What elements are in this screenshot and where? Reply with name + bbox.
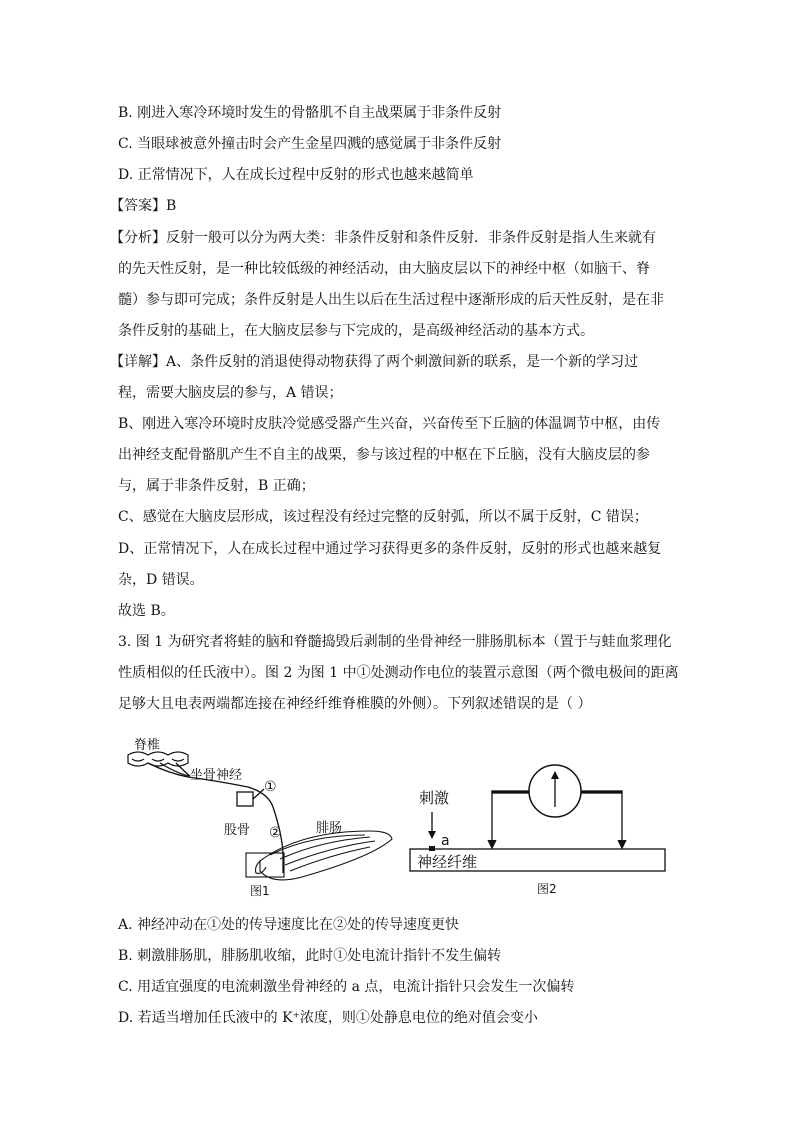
- question-line: 足够大且电表两端都连接在神经纤维脊椎膜的外侧）。下列叙述错误的是（ ）: [118, 696, 592, 712]
- answer-label: 【答案】B: [110, 198, 177, 214]
- gastrocnemius-muscle-drawing: [246, 831, 392, 880]
- label-stimulus: 刺激: [419, 789, 450, 807]
- stimulus-arrow-icon: [428, 812, 436, 839]
- detail-line: B、刚进入寒冷环境时皮肤冷觉感受器产生兴奋，兴奋传至下丘脑的体温调节中枢，由传: [118, 416, 661, 432]
- spine-drawing: [128, 752, 188, 766]
- detail-line: 与，属于非条件反射，B 正确；: [118, 478, 315, 494]
- question-line: 3. 图 1 为研究者将蛙的脑和脊髓捣毁后剥制的坐骨神经一腓肠肌标本（置于与蛙血浆理化: [118, 634, 672, 650]
- point-a-marker: [429, 846, 435, 851]
- label-point-2: ②: [269, 825, 282, 841]
- analysis-line: 的先天性反射，是一种比较低级的神经活动，由大脑皮层以下的神经中枢（如脑干、脊: [118, 261, 650, 277]
- analysis-line: 【分析】反射一般可以分为两大类：非条件反射和条件反射．非条件反射是指人生来就有: [110, 230, 656, 246]
- label-nerve-fiber: 神经纤维: [417, 853, 478, 871]
- question-line: 性质相似的任氏液中）。图 2 为图 1 中①处测动作电位的装置示意图（两个微电极间的距离: [118, 665, 679, 681]
- label-point-a: a: [441, 833, 450, 849]
- figure-2-caption: 图2: [537, 882, 557, 896]
- label-muscle: 腓肠: [316, 821, 343, 836]
- detail-line: C、感觉在大脑皮层形成，该过程没有经过完整的反射弧，所以不属于反射，C 错误；: [118, 509, 648, 525]
- option-c: C. 用适宜强度的电流刺激坐骨神经的 a 点，电流计指针只会发生一次偏转: [118, 979, 575, 995]
- figure-2-potential-measurement: [405, 755, 675, 905]
- figure-1-nerve-muscle-specimen: [120, 735, 400, 903]
- galvanometer-icon: [529, 765, 581, 817]
- detail-line: 程，需要大脑皮层的参与，A 错误；: [118, 385, 343, 401]
- analysis-line: 髓）参与即可完成；条件反射是人出生以后在生活过程中逐渐形成的后天性反射，是在非: [118, 292, 664, 308]
- label-femur: 股骨: [224, 823, 251, 838]
- figure-1-caption: 图1: [250, 884, 270, 898]
- option-a: A. 神经冲动在①处的传导速度比在②处的传导速度更快: [118, 917, 460, 933]
- text-line: C. 当眼球被意外撞击时会产生金星四溅的感觉属于非条件反射: [118, 136, 502, 152]
- detail-line: 杂，D 错误。: [118, 572, 204, 588]
- label-spine: 脊椎: [134, 738, 161, 753]
- analysis-line: 条件反射的基础上，在大脑皮层参与下完成的，是高级神经活动的基本方式。: [118, 323, 594, 339]
- detail-line: D、正常情况下，人在成长过程中通过学习获得更多的条件反射，反射的形式也越来越复: [118, 541, 662, 557]
- conclusion-line: 故选 B。: [118, 603, 175, 619]
- detail-line: 出神经支配骨骼肌产生不自主的战栗，参与该过程的中枢在下丘脑，没有大脑皮层的参: [118, 447, 650, 463]
- option-d: D. 若适当增加任氏液中的 K⁺浓度，则①处静息电位的绝对值会变小: [118, 1010, 538, 1026]
- label-point-1: ①: [264, 779, 277, 795]
- detail-line: 【详解】A、条件反射的消退使得动物获得了两个刺激间新的联系，是一个新的学习过: [110, 354, 639, 370]
- label-sciatic-nerve: 坐骨神经: [190, 768, 243, 783]
- text-line: B. 刚进入寒冷环境时发生的骨骼肌不自主战栗属于非条件反射: [118, 105, 502, 121]
- text-line: D. 正常情况下，人在成长过程中反射的形式也越来越简单: [118, 167, 474, 183]
- option-b: B. 刺激腓肠肌，腓肠肌收缩，此时①处电流计指针不发生偏转: [118, 948, 502, 964]
